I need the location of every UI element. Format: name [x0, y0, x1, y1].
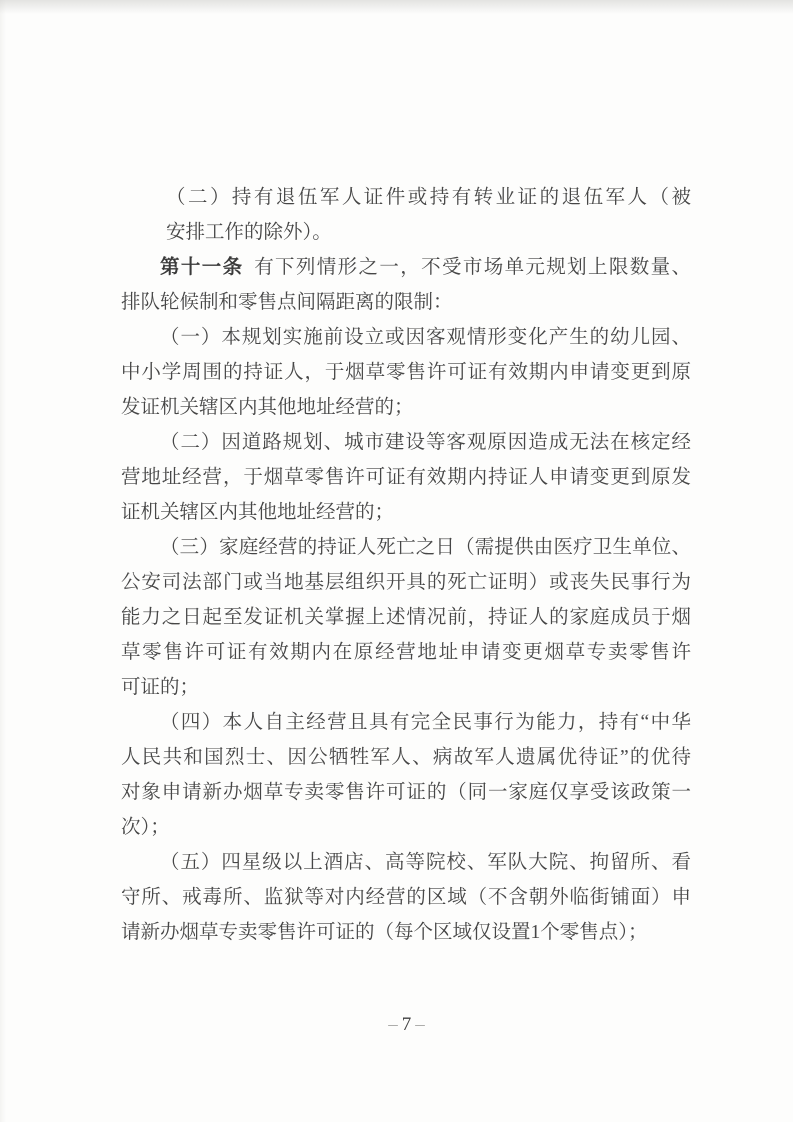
paragraph-article-11: [121, 250, 691, 320]
text-line: 能力之日起至发证机关掌握上述情况前，持证人的家庭成员于烟: [121, 607, 691, 628]
text-line: （二）因道路规划、城市建设等客观原因造成无法在核定经: [160, 432, 691, 453]
scan-top-edge-shadow: [0, 0, 793, 14]
text-line: 发证机关辖区内其他地址经营的；: [121, 397, 414, 418]
text-line: 次）；: [121, 817, 170, 838]
list-item-1: [121, 320, 691, 425]
text-line: 排队轮候制和零售点间隔距离的限制：: [121, 292, 453, 313]
list-item-4: [121, 705, 691, 845]
page-number: [20, 1013, 793, 1037]
text-line: 证机关辖区内其他地址经营的；: [121, 502, 395, 523]
scan-left-edge-shadow: [0, 0, 6, 1122]
text-line: （一）本规划实施前设立或因客观情形变化产生的幼儿园、: [160, 327, 691, 348]
text-line: （二）持有退伍军人证件或持有转业证的退伍军人（被: [166, 187, 691, 208]
article-intro-text: 有下列情形之一，不受市场单元规划上限数量、: [254, 257, 691, 278]
text-line: （四）本人自主经营且具有完全民事行为能力，持有“中华: [160, 712, 691, 733]
page-number-dash-right: –: [415, 1014, 425, 1035]
text-line: 公安司法部门或当地基层组织开具的死亡证明）或丧失民事行为: [121, 572, 691, 593]
list-item-5: [121, 845, 691, 950]
text-line: 可证的；: [121, 677, 200, 698]
paragraph-prev-item-2-continued: [166, 180, 691, 250]
list-item-2: [121, 425, 691, 530]
text-line: 请新办烟草专卖零售许可证的（每个区域仅设置1个零售点）；: [121, 922, 648, 943]
text-line: 对象申请新办烟草专卖零售许可证的（同一家庭仅享受该政策一: [121, 782, 691, 803]
text-line: 人民共和国烈士、因公牺牲军人、病故军人遗属优待证”的优待: [121, 747, 691, 768]
text-line: 草零售许可证有效期内在原经营地址申请变更烟草专卖零售许: [121, 642, 691, 663]
text-line: 守所、戒毒所、监狱等对内经营的区域（不含朝外临街铺面）申: [121, 887, 691, 908]
document-body: [121, 180, 691, 950]
article-number: 第十一条: [160, 257, 244, 278]
text-line: （三）家庭经营的持证人死亡之日（需提供由医疗卫生单位、: [160, 537, 691, 558]
page-number-value: 7: [401, 1014, 412, 1035]
text-line: 中小学周围的持证人，于烟草零售许可证有效期内申请变更到原: [121, 362, 691, 383]
page-number-dash-left: –: [388, 1014, 398, 1035]
list-item-3: [121, 530, 691, 705]
text-line: 安排工作的除外）。: [166, 222, 332, 243]
article-11-heading-line: [121, 250, 691, 285]
text-line: （五）四星级以上酒店、高等院校、军队大院、拘留所、看: [160, 852, 691, 873]
text-line: 营地址经营，于烟草零售许可证有效期内持证人申请变更到原发: [121, 467, 691, 488]
